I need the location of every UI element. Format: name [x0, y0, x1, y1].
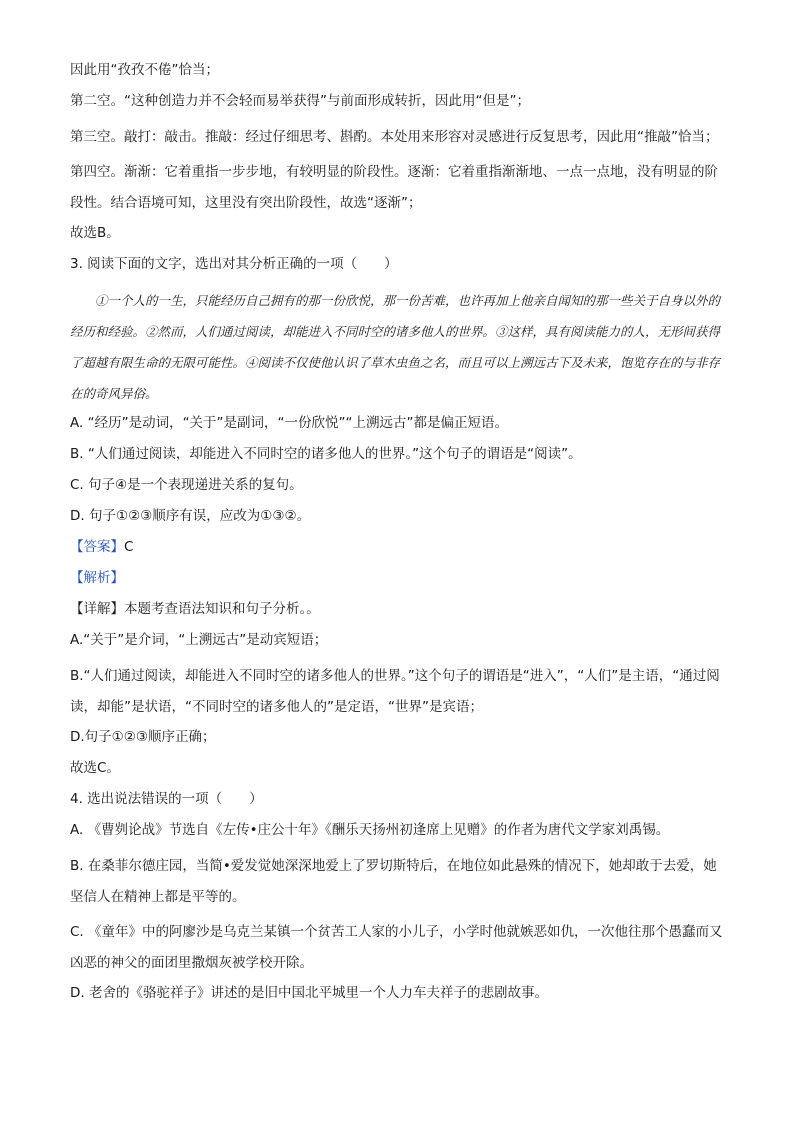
- question-4-option-b: B. 在桑菲尔德庄园，当简•爱发觉她深深地爱上了罗切斯特后，在地位如此悬殊的情况下，她却敢于去爱，她坚信人在精神上都是平等的。: [70, 858, 717, 905]
- analysis-line: [70, 568, 730, 588]
- question-3-option-c: C. 句子④是一个表现递进关系的复句。: [70, 477, 303, 493]
- document-body: [70, 60, 730, 1014]
- detail-item: 故选C。: [70, 760, 120, 776]
- detail-label: 【详解】: [70, 601, 124, 617]
- answer-line: [70, 537, 730, 557]
- text-paragraph: 第四空。渐渐：它着重指一步步地，有较明显的阶段性。逐渐：它着重指渐渐地、一点一点地，没有明显的阶段性。结合语境可知，这里没有突出阶段性，故选“逐渐”；: [70, 164, 718, 211]
- question-4-option-c: C. 《童年》中的阿廖沙是乌克兰某镇一个贫苦工人家的小儿子，小学时他就嫉恶如仇，一次他往那个愚蠢而又凶恶的神父的面团里撒烟灰被学校开除。: [70, 924, 723, 971]
- answer-value: C: [124, 539, 134, 555]
- question-4-stem: 4. 选出说法错误的一项（ ）: [70, 791, 263, 807]
- question-3-option-d: D. 句子①②③顺序有误，应改为①③②。: [70, 508, 311, 524]
- question-4-option-a: A. 《曹刿论战》节选自《左传•庄公十年》《酬乐天扬州初逢席上见赠》的作者为唐代文学家刘禹锡。: [70, 822, 670, 838]
- question-4-option-d: D. 老舍的《骆驼祥子》讲述的是旧中国北平城里一个人力车夫祥子的悲剧故事。: [70, 985, 548, 1001]
- question-3-passage: ①一个人的一生，只能经历自己拥有的那一份欣悦，那一份苦难，也许再加上他亲自闻知的那一些关于自身以外的经历和经验。②然而，人们通过阅读，却能进入不同时空的诸多他人的世界。③这样，具有阅读能力的人，无形间获得了超越有限生命的无限可能性。④阅读不仅使他认识了草木虫鱼之名，而且可以上溯远古下及未来，饱览存在的与非存在的奇风异俗。: [70, 293, 721, 401]
- detail-item: B.“人们通过阅读，却能进入不同时空的诸多他人的世界。”这个句子的谓语是“进入”，“人们”是主语，“通过阅读，却能”是状语，“不同时空的诸多他人的”是定语，“世界”是宾语；: [70, 668, 720, 715]
- detail-line: [70, 599, 730, 619]
- analysis-label: 【解析】: [70, 570, 124, 586]
- text-line: 故选B。: [70, 225, 120, 241]
- text-line: 第二空。“这种创造力并不会轻而易举获得”与前面形成转折，因此用“但是”；: [70, 93, 530, 109]
- text-paragraph: 第三空。敲打：敲击。推敲：经过仔细思考、斟酌。本处用来形容对灵感进行反复思考，因此用“推敲”恰当；: [70, 129, 719, 145]
- text-line: 因此用“孜孜不倦”恰当；: [70, 62, 219, 78]
- answer-label: 【答案】: [70, 539, 124, 555]
- question-3-option-a: A. “经历”是动词，“关于”是副词，“一份欣悦”“上溯远古”都是偏正短语。: [70, 415, 509, 431]
- detail-item: D.句子①②③顺序正确；: [70, 729, 216, 745]
- detail-text: 本题考查语法知识和句子分析。。: [124, 601, 320, 617]
- question-3-option-b: B. “人们通过阅读，却能进入不同时空的诸多他人的世界。”这个句子的谓语是“阅读”。: [70, 446, 582, 462]
- question-3-stem: 3. 阅读下面的文字，选出对其分析正确的一项（ ）: [70, 256, 398, 272]
- detail-item: A.“关于”是介词，“上溯远古”是动宾短语；: [70, 632, 328, 648]
